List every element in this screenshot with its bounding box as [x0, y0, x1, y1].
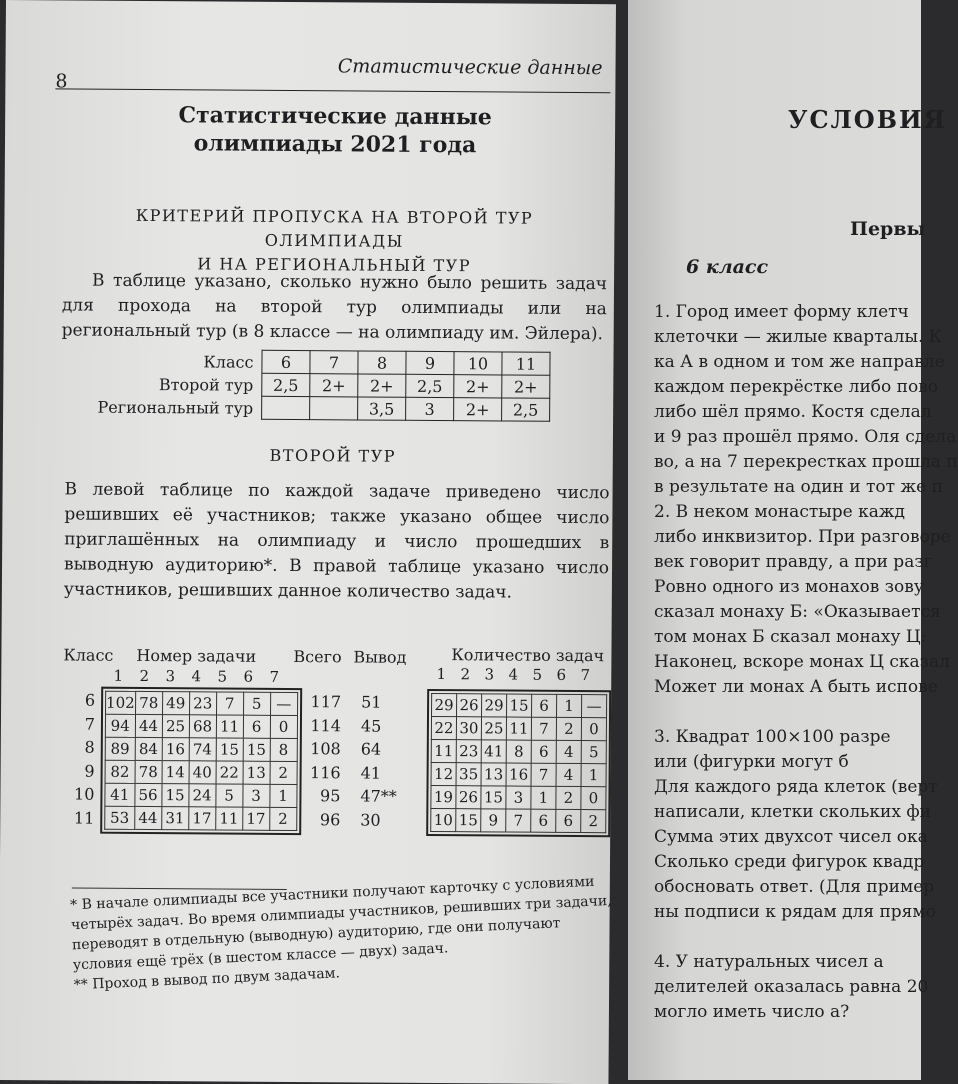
right-page	[628, 0, 958, 1080]
criterion-cell: 3	[406, 397, 454, 420]
solved-count-cell: 78	[135, 691, 162, 714]
solved-count-cell: 14	[162, 761, 189, 784]
solved-count-cell: 17	[188, 807, 215, 830]
text-line: обосновать ответ. (Для пример	[654, 877, 935, 897]
count-number: 6	[556, 665, 567, 684]
text-line: либо инквизитор. При разговоре	[654, 527, 951, 547]
participants-cell: 16	[506, 763, 531, 786]
text-line: написали, клетки скольких фи	[654, 802, 931, 822]
criterion-cell: 2+	[454, 375, 502, 398]
count-number: 7	[580, 666, 591, 685]
outputs-column	[350, 690, 413, 831]
count-number: 2	[460, 665, 471, 684]
class-label: 7	[84, 714, 96, 734]
table-row	[106, 691, 298, 715]
right-page-title: УСЛОВИЯ	[788, 105, 947, 134]
solved-count-cell: 16	[162, 738, 189, 761]
table-row	[431, 808, 606, 832]
running-title: Статистические данные	[337, 55, 603, 80]
participants-cell: 7	[506, 809, 531, 832]
table-row	[105, 783, 297, 807]
text-line: том монах Б сказал монаху Ц:	[654, 627, 927, 647]
total-value: 114	[310, 715, 342, 735]
criterion-cell: 8	[358, 351, 406, 374]
header-total: Всего	[293, 647, 342, 667]
solved-count-cell: 56	[135, 783, 162, 806]
participants-cell: 15	[507, 694, 532, 717]
participants-cell: 29	[432, 693, 457, 716]
text-line	[654, 700, 958, 725]
text-line: ны подписи к рядам для прямо	[654, 902, 936, 922]
criterion-heading: КРИТЕРИЙ ПРОПУСКА НА ВТОРОЙ ТУР ОЛИМПИАДЫ И НА РЕГИОНАЛЬНЫЙ ТУР	[135, 205, 534, 276]
footnote-1: * В начале олимпиады все участники получают карточку с условиями четырёх задач. Во время олимпиады участников, решивших три задачи, переводят в отдельную (выводную) аудиторию, где они получают условия ещё трёх (в шестом классе — двух) задач.	[69, 873, 612, 974]
participants-cell: 6	[531, 809, 556, 832]
round2-heading: ВТОРОЙ ТУР	[269, 445, 397, 466]
solved-count-cell: 94	[105, 714, 135, 737]
participants-cell: 19	[431, 785, 456, 808]
totals-column	[300, 690, 341, 831]
table-row	[105, 714, 297, 738]
participants-cell: 11	[506, 717, 531, 740]
participants-cell: 15	[456, 809, 481, 832]
participants-cell: 10	[431, 808, 456, 831]
participants-cell: 25	[481, 717, 506, 740]
count-number: 1	[436, 665, 447, 684]
text-line: либо шёл прямо. Костя сделал	[654, 402, 932, 422]
solved-count-cell: 0	[270, 715, 297, 738]
participants-cell: 13	[481, 763, 506, 786]
text-line: каждом перекрёстке либо пово	[654, 377, 939, 397]
text-line: 2. В неком монастыре кажд	[654, 502, 905, 522]
output-value: 45	[360, 715, 382, 736]
text-line: делителей оказалась равна 20	[654, 977, 929, 997]
solved-count-cell: 41	[105, 783, 135, 806]
participants-cell: 6	[556, 809, 581, 832]
criterion-cell: 2+	[502, 375, 550, 398]
problem-number: 3	[165, 667, 176, 686]
participants-cell: 7	[531, 717, 556, 740]
table-row	[105, 806, 297, 830]
criterion-cell: 6	[262, 350, 310, 373]
participants-cell: 0	[581, 718, 606, 741]
participants-cell: 2	[556, 786, 581, 809]
solved-count-cell: 74	[189, 738, 216, 761]
participants-cell: 9	[481, 809, 506, 832]
table-row	[105, 760, 297, 784]
right-page-subtitle: Первы	[850, 218, 926, 240]
text-line: во, а на 7 перекрестках прошла п	[654, 452, 958, 472]
class-label: 8	[84, 737, 95, 757]
participants-cell: 8	[506, 740, 531, 763]
participants-cell: 4	[556, 763, 581, 786]
solved-count-cell: 3	[243, 784, 270, 807]
criterion-cell: 9	[406, 351, 454, 374]
table-row	[432, 693, 607, 717]
criterion-cell: 7	[310, 351, 358, 374]
solved-count-cell: 44	[134, 806, 161, 829]
text-line: 4. У натуральных чисел a	[654, 952, 884, 972]
problem-number: 2	[139, 666, 150, 686]
criterion-cell: 2,5	[262, 373, 310, 396]
solved-count-cell: 89	[105, 737, 135, 760]
table-row	[431, 785, 606, 809]
problem-number: 1	[113, 666, 124, 685]
solved-count-cell: 49	[162, 692, 189, 715]
problem-text	[654, 300, 958, 1025]
criterion-row-labels: Класс Второй тур Региональный тур	[97, 352, 254, 418]
table-row	[431, 739, 606, 763]
total-value: 108	[310, 739, 341, 759]
grade-heading: 6 класс	[686, 256, 769, 278]
footnote-2: ** Проход в вывод по двум задачам.	[73, 965, 341, 994]
total-value: 116	[310, 762, 341, 782]
class-label: 10	[74, 784, 95, 804]
solved-count-cell: 17	[242, 807, 269, 830]
total-value: 117	[310, 692, 342, 712]
total-value: 96	[319, 809, 341, 829]
text-line: и 9 раз прошёл прямо. Оля сдела	[654, 427, 957, 447]
participants-cell: 0	[581, 787, 606, 810]
solved-count-table	[430, 693, 607, 833]
text-line	[654, 925, 958, 950]
solved-count-cell: 13	[243, 761, 270, 784]
output-value: 30	[360, 809, 381, 830]
problem-number: 5	[217, 667, 228, 686]
header-problem-number: Номер задачи	[136, 645, 257, 666]
participants-cell: 2	[556, 717, 581, 740]
participants-cell: 2	[581, 810, 606, 833]
solved-count-cell: 11	[215, 807, 242, 830]
solved-count-cell: 78	[135, 760, 162, 783]
criterion-cell: 10	[454, 352, 502, 375]
text-line: в результате на один и тот же п	[654, 477, 943, 497]
count-number: 5	[532, 665, 543, 684]
solved-count-cell: 8	[270, 738, 297, 761]
criterion-row	[262, 373, 550, 398]
criterion-cell: 2+	[310, 374, 358, 397]
criterion-cell: 2,5	[502, 398, 550, 421]
solved-count-cell: 44	[135, 714, 162, 737]
output-value: 47**	[360, 786, 397, 806]
text-line: Ровно одного из монахов зову	[654, 577, 924, 597]
text-line: Сколько среди фигурок квадр	[654, 852, 925, 872]
text-line: Наконец, вскоре монах Ц сказал	[654, 652, 950, 672]
participants-cell: 41	[481, 740, 506, 763]
output-value: 51	[361, 692, 382, 712]
participants-cell: 23	[456, 740, 481, 763]
participants-cell: 26	[457, 694, 482, 717]
solved-per-problem-table	[104, 691, 298, 831]
text-line: или (фигурки могут б	[654, 752, 849, 772]
solved-count-cell: 68	[189, 715, 216, 738]
participants-cell: 22	[431, 716, 456, 739]
text-line: Сумма этих двухсот чисел ока	[654, 827, 928, 847]
solved-count-cell: 11	[216, 715, 243, 738]
participants-cell: 6	[532, 694, 557, 717]
criterion-row	[262, 350, 550, 375]
footnotes	[70, 871, 622, 996]
round2-paragraph: В левой таблице по каждой задаче приведено число решивших её участников; также указано общее число приглашённых на олимпиаду и число прошедших в выводную аудиторию*. В правой таблице указано число участников, решивших данное количество задач.	[63, 479, 610, 603]
solved-count-cell: 5	[243, 692, 270, 715]
solved-count-cell: 25	[162, 715, 189, 738]
solved-count-cell: 15	[162, 784, 189, 807]
participants-cell: 4	[556, 740, 581, 763]
participants-cell: 26	[456, 786, 481, 809]
participants-cell: 5	[581, 741, 606, 764]
class-label: 6	[84, 690, 96, 710]
text-line: могло иметь число a?	[654, 1002, 850, 1022]
page-title	[115, 101, 555, 160]
text-line: 1. Город имеет форму клетч	[654, 302, 909, 322]
table-row	[105, 737, 297, 761]
header-class: Класс	[63, 645, 114, 665]
criterion-cell: 2,5	[406, 374, 454, 397]
solved-count-cell: 24	[189, 784, 216, 807]
solved-count-cell: 1	[270, 784, 297, 807]
text-line: сказал монаху Б: «Оказывается	[654, 602, 941, 622]
criterion-cell: 11	[502, 352, 550, 375]
count-number: 3	[484, 665, 495, 684]
text-line: век говорит правду, а при разг	[654, 552, 933, 572]
criterion-cell: 2+	[454, 398, 502, 421]
participants-cell: 11	[431, 739, 456, 762]
solved-count-cell: 2	[269, 807, 296, 830]
text-line: 3. Квадрат 100×100 разре	[654, 727, 891, 747]
text-line: Может ли монах А быть испове	[654, 677, 938, 697]
solved-count-cell: 15	[243, 738, 270, 761]
text-line: клеточки — жилые кварталы. К	[654, 327, 942, 347]
text-line: ка А в одном и том же направле	[654, 352, 945, 372]
participants-cell: 7	[531, 763, 556, 786]
solved-count-cell: 22	[216, 761, 243, 784]
participants-cell: 12	[431, 762, 456, 785]
total-value: 95	[320, 786, 341, 806]
problem-number: 6	[243, 667, 254, 686]
criterion-cell	[310, 397, 358, 420]
page-number: 8	[55, 70, 68, 93]
solved-count-cell: 102	[106, 691, 136, 714]
solved-count-cell: 2	[270, 761, 297, 784]
header-count: Количество задач	[451, 645, 605, 666]
solved-count-cell: 15	[216, 738, 243, 761]
count-number: 4	[508, 665, 519, 684]
participants-cell: 29	[482, 694, 507, 717]
title-line: Статистические данные	[178, 102, 492, 131]
output-value: 64	[360, 739, 382, 759]
text-line: Для каждого ряда клеток (верт	[654, 777, 938, 797]
solved-count-cell: —	[270, 692, 297, 715]
solved-count-cell: 5	[216, 784, 243, 807]
class-label: 9	[84, 761, 95, 781]
participants-cell: 1	[581, 764, 606, 787]
criterion-cell	[262, 396, 310, 419]
participants-cell: 1	[531, 786, 556, 809]
solved-count-cell: 6	[243, 715, 270, 738]
participants-cell: 30	[456, 717, 481, 740]
participants-cell: 6	[531, 740, 556, 763]
criterion-paragraph: В таблице указано, сколько нужно было решить задач для прохода на второй тур олимпиады или на региональный тур (в 8 классе — на олимпиаду им. Эйлера).	[61, 270, 608, 345]
criterion-cell: 3,5	[358, 397, 406, 420]
solved-count-cell: 40	[189, 761, 216, 784]
running-head	[55, 48, 610, 93]
output-value: 41	[360, 762, 382, 783]
class-label: 11	[73, 807, 95, 828]
solved-count-cell: 82	[105, 760, 135, 783]
participants-cell: —	[582, 695, 607, 718]
participants-cell: 1	[557, 694, 582, 717]
solved-count-cell: 31	[161, 807, 188, 830]
class-labels	[60, 688, 95, 829]
solved-count-cell: 23	[189, 692, 216, 715]
count-number-row	[429, 665, 597, 684]
problem-number: 4	[191, 667, 202, 686]
solved-count-cell: 84	[135, 737, 162, 760]
criterion-table	[261, 350, 550, 422]
solved-count-cell: 53	[105, 806, 135, 829]
criterion-cell: 2+	[358, 374, 406, 397]
participants-cell: 15	[481, 786, 506, 809]
header-output: Вывод	[353, 647, 407, 667]
participants-cell: 35	[456, 763, 481, 786]
table-row	[431, 762, 606, 786]
problem-number-row	[105, 667, 287, 686]
title-line: олимпиады 2021 года	[193, 130, 477, 159]
table-row	[431, 716, 606, 740]
criterion-row	[262, 396, 550, 421]
problem-number: 7	[269, 667, 280, 686]
solved-count-cell: 7	[216, 692, 243, 715]
participants-cell: 3	[506, 786, 531, 809]
